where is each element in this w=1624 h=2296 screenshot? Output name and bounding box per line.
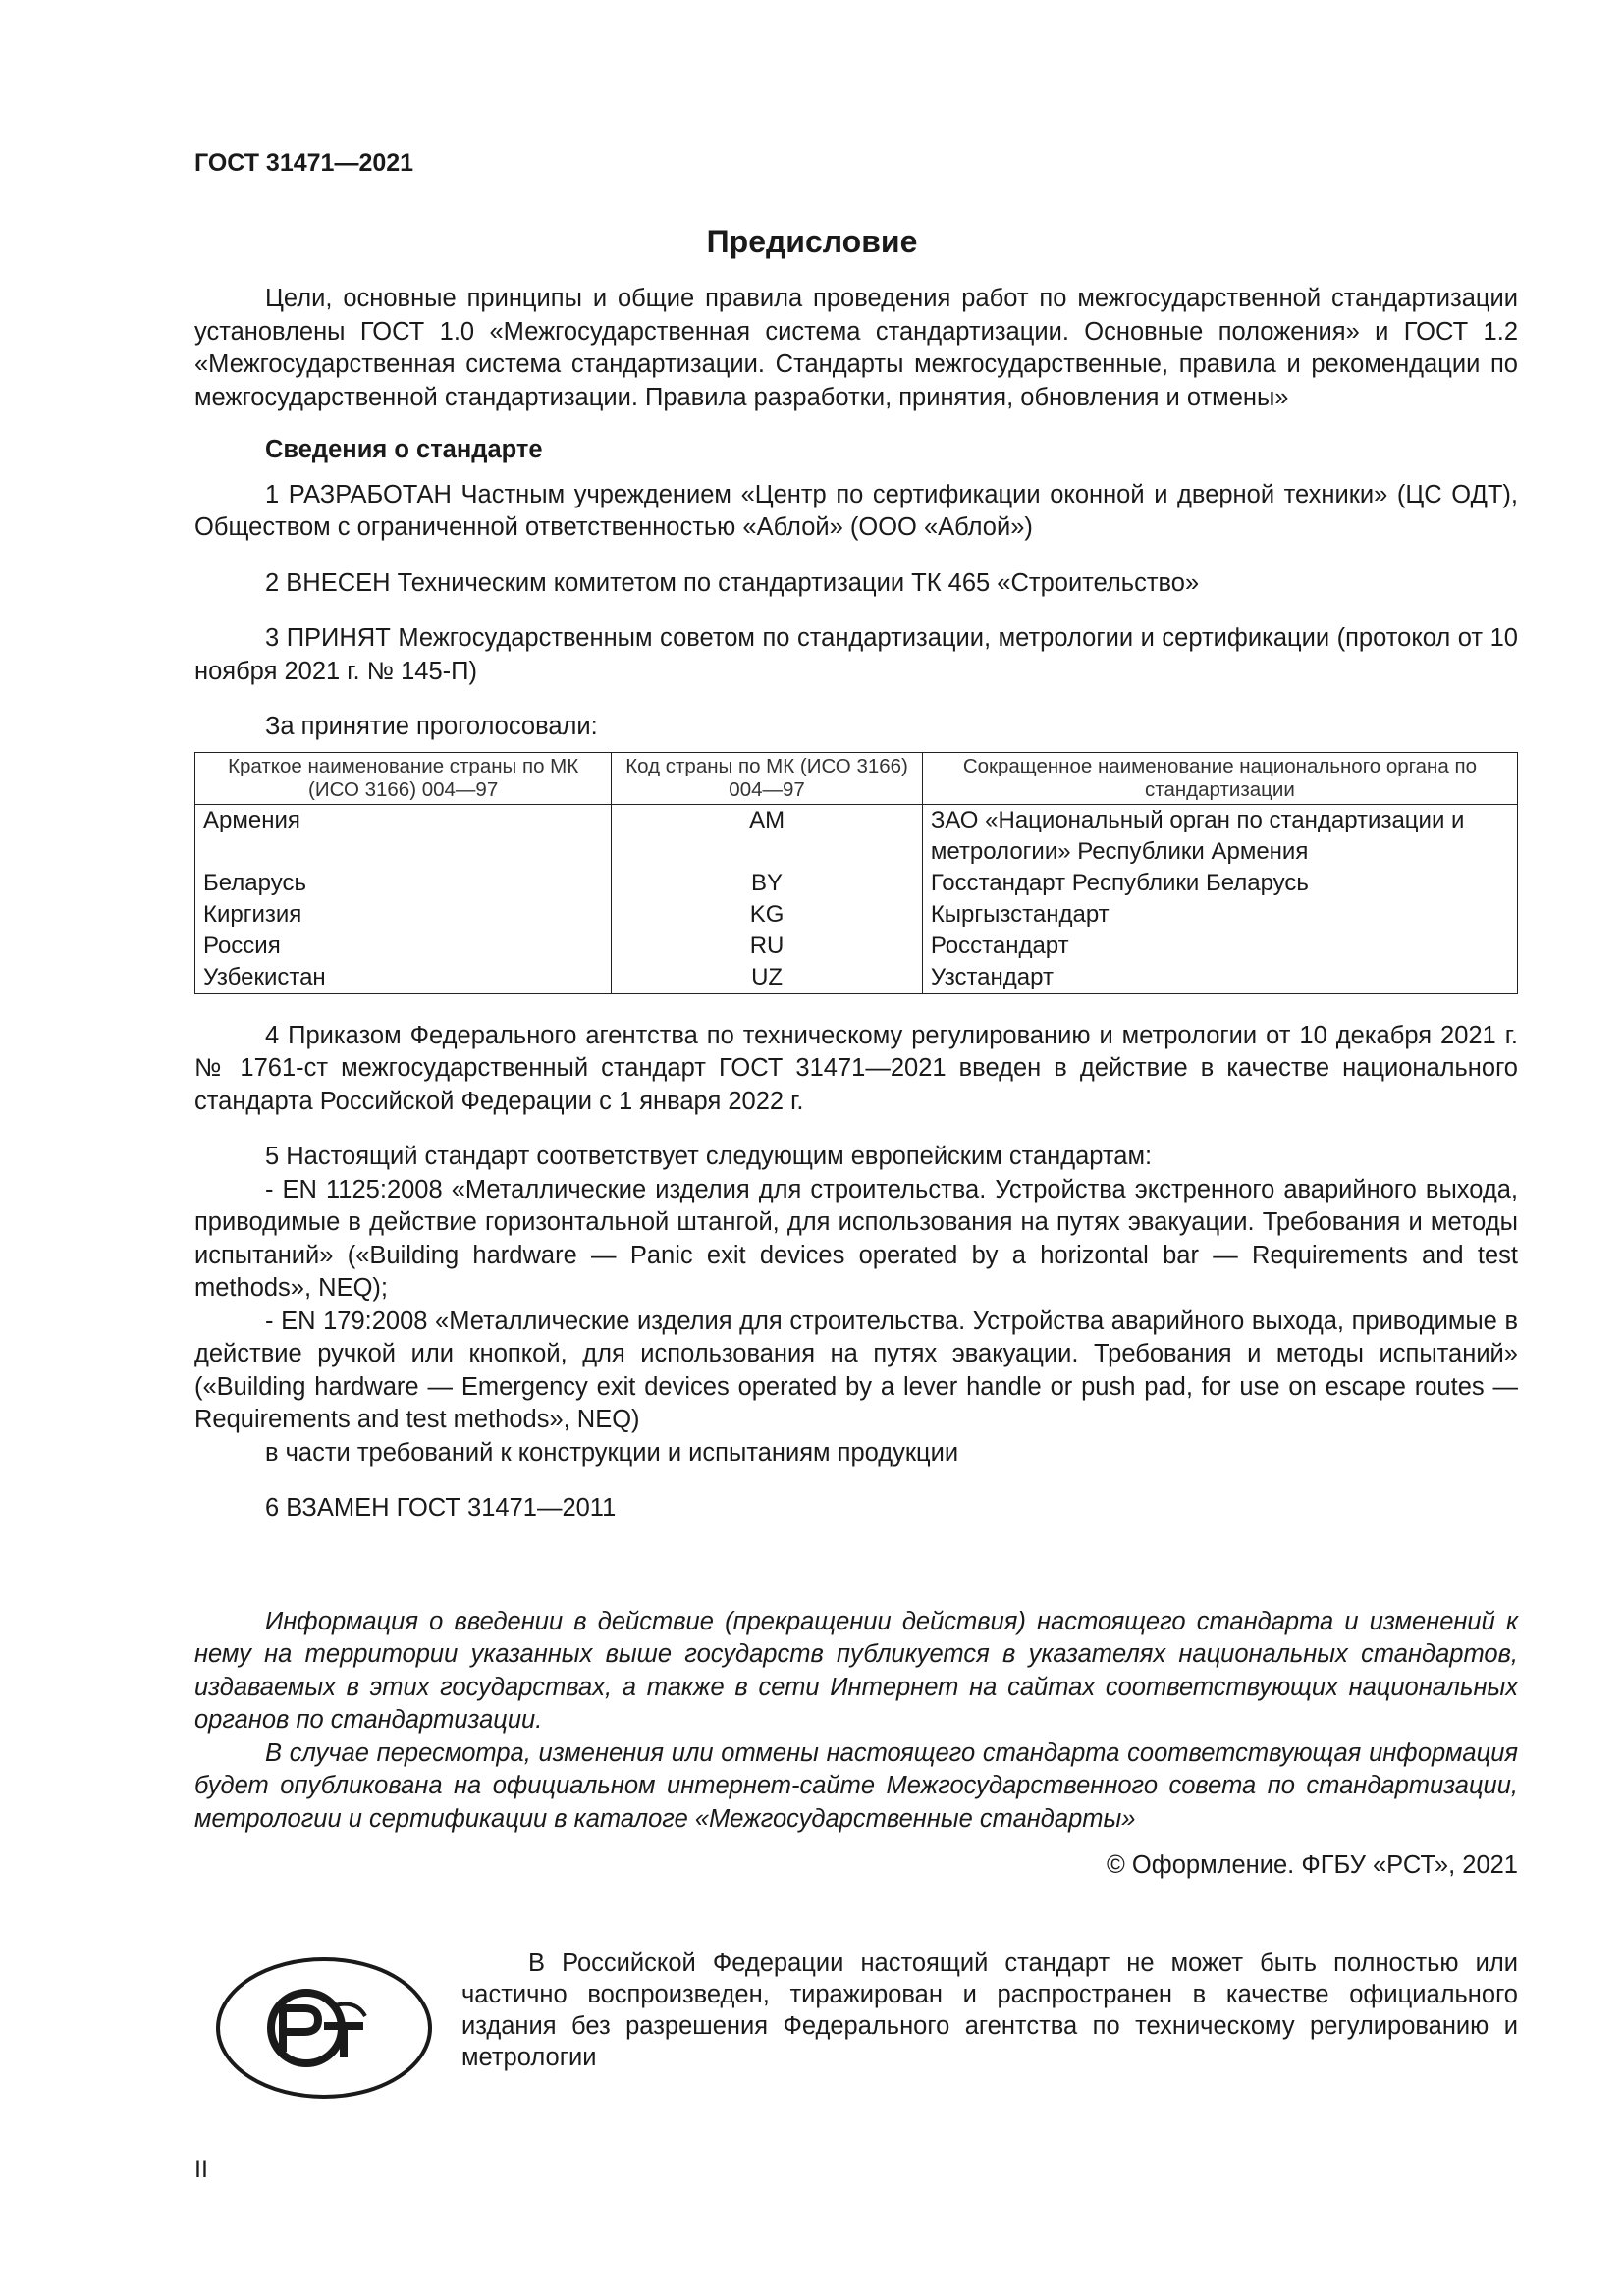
rst-logo-icon (208, 1949, 444, 2107)
page-title: Предисловие (706, 224, 918, 259)
preface-content (194, 283, 1518, 1883)
info-heading: Сведения о стандарте (265, 436, 543, 463)
document-code: ГОСТ 31471—2021 (194, 149, 414, 177)
code-cell: AM (612, 804, 923, 868)
code-cell: RU (612, 931, 923, 962)
country-cell: Армения (195, 804, 612, 868)
body-cell: Узстандарт (922, 962, 1517, 994)
item-1: 1 РАЗРАБОТАН Частным учреждением «Центр по сертификации оконной и дверной техники» (ЦС ОДТ), Обществом с ограниченной ответственностью «Аблой» (ООО «Аблой») (194, 480, 1518, 541)
item-5-en179: - EN 179:2008 «Металлические изделия для строительства. Устройства аварийного выхода, приводимые в действие ручкой или кнопкой, для использования на путях эвакуации. Требования и методы испытаний» («Building hardware — Emergency exit devices operated by a lever handle or push pad, for use on escape routes — Requirements and test methods», NEQ) (194, 1307, 1518, 1433)
table-row (195, 804, 1518, 868)
body-cell: ЗАО «Национальный орган по стандартизации и метрологии» Республики Армения (922, 804, 1517, 868)
item-5: 5 Настоящий стандарт соответствует следующим европейским стандартам: (265, 1143, 1153, 1170)
item-6: 6 ВЗАМЕН ГОСТ 31471—2011 (265, 1494, 617, 1522)
code-cell: KG (612, 899, 923, 931)
table-header-country: Краткое наименование страны по МК (ИСО 3166) 004—97 (195, 752, 612, 804)
copyright: © Оформление. ФГБУ «РСТ», 2021 (1107, 1851, 1518, 1879)
table-row (195, 931, 1518, 962)
country-cell: Беларусь (195, 868, 612, 899)
country-cell: Россия (195, 931, 612, 962)
notice-publication: Информация о введении в действие (прекращении действия) настоящего стандарта и изменений к нему на территории указанных выше государств публикуется в указателях национальных стандартов, издаваемых в этих государствах, а также в сети Интернет на сайтах соответствующих национальных органов по стандартизации. (194, 1607, 1518, 1734)
votes-label: За принятие проголосовали: (265, 713, 598, 740)
country-cell: Киргизия (195, 899, 612, 931)
item-4: 4 Приказом Федерального агентства по техническому регулированию и метрологии от 10 декабря 2021 г. № 1761-ст межгосударственный стандарт ГОСТ 31471—2021 введен в действие в качестве национального стандарта Российской Федерации с 1 января 2022 г. (194, 1021, 1518, 1115)
item-3: 3 ПРИНЯТ Межгосударственным советом по стандартизации, метрологии и сертификации (протокол от 10 ноября 2021 г. № 145-П) (194, 624, 1518, 685)
page-number: II (194, 2156, 208, 2183)
rf-reproduction-notice: В Российской Федерации настоящий стандарт не может быть полностью или частично воспроизведен, тиражирован и распространен в качестве официального издания без разрешения Федерального агентства по техническому регулированию и метрологии (461, 1949, 1518, 2071)
body-cell: Росстандарт (922, 931, 1517, 962)
table-header-code: Код страны по МК (ИСО 3166) 004—97 (612, 752, 923, 804)
table-row (195, 962, 1518, 994)
body-cell: Госстандарт Республики Беларусь (922, 868, 1517, 899)
intro-paragraph: Цели, основные принципы и общие правила проведения работ по межгосударственной стандартизации установлены ГОСТ 1.0 «Межгосударственная система стандартизации. Основные положения» и ГОСТ 1.2 «Межгосударственная система стандартизации. Стандарты межгосударственные, правила и рекомендации по межгосударственной стандартизации. Правила разработки, принятия, обновления и отмены» (194, 285, 1518, 411)
item-2: 2 ВНЕСЕН Техническим комитетом по стандартизации ТК 465 «Строительство» (265, 568, 1200, 597)
table-row (195, 868, 1518, 899)
table-row (195, 899, 1518, 931)
body-cell: Кыргызстандарт (922, 899, 1517, 931)
item-5-en1125: - EN 1125:2008 «Металлические изделия для строительства. Устройства экстренного аварийного выхода, приводимые в действие горизонтальной штангой, для использования на путях эвакуации. Требования и методы испытаний» («Building hardware — Panic exit devices operated by a horizontal bar — Requirements and test methods», NEQ); (194, 1175, 1518, 1302)
code-cell: UZ (612, 962, 923, 994)
votes-table (194, 752, 1518, 994)
notice-revision: В случае пересмотра, изменения или отмены настоящего стандарта соответствующая информация будет опубликована на официальном интернет-сайте Межгосударственного совета по стандартизации, метрологии и сертификации в каталоге «Межгосударственные стандарты» (194, 1738, 1518, 1833)
table-header-body: Сокращенное наименование национального органа по стандартизации (922, 752, 1517, 804)
country-cell: Узбекистан (195, 962, 612, 994)
item-5-scope: в части требований к конструкции и испытаниям продукции (265, 1438, 959, 1467)
code-cell: BY (612, 868, 923, 899)
